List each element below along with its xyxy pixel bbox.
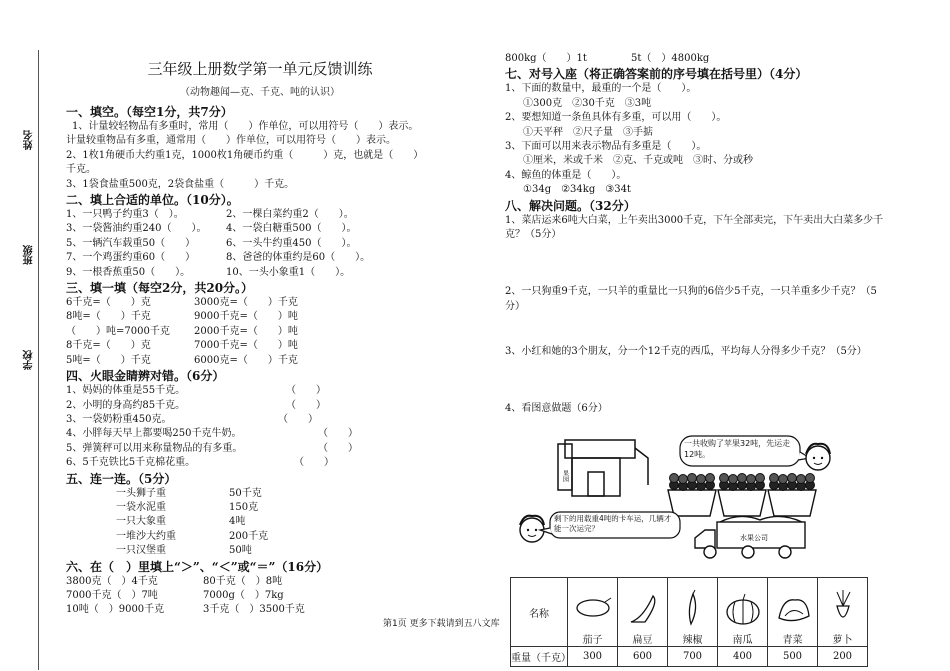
section-7-heading: 七、对号入座（将正确答案前的序号填在括号里）（4分） [505,67,808,82]
basket-icon [668,474,716,517]
name-label: 姓名 [24,130,35,150]
veg-cell [568,578,618,647]
basket-icon [768,474,816,517]
s7-options: ①天平秤 ②尺子量 ③手掂 [523,126,653,138]
s6-cont-1: 800kg（ ）1t [505,53,587,64]
s7-options: ①300克 ②30千克 ③3吨 [523,97,652,109]
boy-face-icon [520,516,544,542]
s3-item-right: 7000千克=（ ）吨 [194,340,298,352]
s4-item [66,399,486,413]
s2-rows [66,208,486,280]
s5-item-right: 50吨 [229,545,252,557]
s1-line: 千克。 [66,164,96,176]
s2-item-left: 3、一袋酱油约重240（ ）。 [66,223,207,235]
s5-item-right: 50千克 [229,487,262,499]
section-3-heading: 三、填一填（每空2分，共20分。） [66,281,254,296]
s4-item [66,456,486,470]
chili-icon [673,588,713,628]
s2-item-right: 8、爸爸的体重约是60（ ）。 [226,252,371,264]
s5-item [66,515,486,529]
s2-item-left: 5、一辆汽车载重50（ ） [66,237,196,249]
s2-item [66,222,486,236]
section-8-heading: 八、解决问题。（32分） [505,198,636,213]
s4-statement: 2、小明的身高约85千克。 [66,399,186,411]
section-1-heading: 一、填空。（每空1分，共7分） [66,105,233,119]
apple-baskets [668,474,816,517]
s3-item [66,296,486,310]
s5-item-right: 200千克 [229,530,269,542]
s3-item-left: 6千克=（ ）克 [66,297,151,309]
s6-item [66,589,486,603]
s3-item-right: 9000千克=（ ）吨 [194,311,298,323]
table-row [511,647,868,667]
veg-name: 南瓜 [732,635,753,646]
s4-statement: 3、一袋奶粉重450克。 [66,413,172,425]
s6-cont-2: 5t（ ）4800kg [631,53,710,64]
section-4-heading: 四、火眼金睛辨对错。（6分） [66,369,225,384]
s5-item-left: 一只汉堡重 [116,545,166,557]
s4-statement: 5、弹簧秤可以用来称量物品的有多重。 [66,442,243,454]
s3-item-left: 8吨=（ ）千克 [66,311,151,323]
s3-rows [66,296,486,368]
radish-icon [823,588,863,628]
eggplant-icon [573,588,613,628]
problem-2: 2、一只狗重9千克，一只羊的重量比一只狗的6倍少5千克，一只羊重多少千克？（5分） [505,286,877,312]
vegetable-table [510,577,868,667]
weight-header: 重量（千克） [511,647,568,667]
s5-item-left: 一袋水泥重 [116,501,166,513]
s4-statement: 1、妈妈的体重是55千克。 [66,385,186,397]
s7-options: ①厘米，米或千米 ②克、千克或吨 ③时、分或秒 [523,155,753,167]
section-2-heading: 二、填上合适的单位。（10分）。 [66,193,239,208]
veg-weight: 400 [718,647,768,667]
s3-item [66,325,486,339]
veg-cell [818,578,868,647]
veg-weight: 700 [668,647,718,667]
s2-item-right: 2、一棵白菜约重2（ ）。 [226,209,354,221]
s2-item-left: 1、一只鸭子约重3（ ）。 [66,209,184,221]
page-subtitle: （动物趣闻—克、千克、吨的认识） [180,87,340,98]
s6-item-right: 80千克（ ）8吨 [203,575,283,587]
s1-line: 2、1枚1角硬币大约重1克，1000枚1角硬币约重（ ）克，也就是（ ） [66,149,424,161]
s5-item [66,487,486,501]
binding-line [38,50,39,670]
problem-3: 3、小红和她的3个朋友，分一个12千克的西瓜，平均每人分得多少千克？（5分） [505,346,867,358]
s1-line: 3、1袋食盐重500克，2袋食盐重（ ）千克。 [66,178,295,190]
s4-mark: （ ） [286,399,326,411]
veg-name: 扁豆 [632,635,653,646]
s3-item [66,339,486,353]
veg-name: 茄子 [582,635,603,646]
s6-continued [505,52,890,66]
s5-item-left: 一堆沙大约重 [116,530,176,542]
veg-weight: 500 [768,647,818,667]
s2-item [66,266,486,280]
s6-item [66,575,486,589]
orchard-illustration [510,430,895,576]
s6-rows [66,575,486,618]
table-row [511,578,868,647]
veg-cell [618,578,668,647]
s4-statement: 6、5千克铁比5千克棉花重。 [66,457,196,469]
s2-item-right: 6、一头牛约重450（ ）。 [226,237,357,249]
section-6-heading: 六、在（ ）里填上“＞”、“＜”或“＝”（16分） [66,559,329,574]
s5-item [66,501,486,515]
veg-name: 辣椒 [682,635,703,646]
s3-item [66,310,486,324]
s4-item [66,427,486,441]
bubble-left-text: 剩下的用载重4吨的卡车运，几辆才能一次运完？ [554,514,672,533]
s2-item [66,208,486,222]
s3-item-left: 8千克=（ ）克 [66,340,151,352]
s3-item-right: 6000克=（ ）千克 [194,354,298,366]
s5-item-left: 一头狮子重 [116,487,166,499]
bubble-top-text: 一共收购了苹果32吨，先运走12吨。 [684,439,791,459]
s4-mark: （ ） [286,385,326,397]
page-title: 三年级上册数学第一单元反馈训练 [147,60,373,78]
s2-item [66,237,486,251]
s3-item-left: （ ）吨=7000千克 [66,325,170,337]
s5-item [66,544,486,558]
s4-item [66,413,486,427]
s2-item-left: 7、一个鸡蛋约重60（ ） [66,252,196,264]
bean-icon [623,588,663,628]
s4-rows [66,384,486,470]
veg-weight: 600 [618,647,668,667]
s2-item-right: 10、一头小象重1（ ）。 [226,266,351,278]
class-label: 班级 [24,245,35,265]
s4-mark: （ ） [294,457,334,469]
gate-label: 果园 [561,470,569,482]
s5-item-left: 一只大象重 [116,516,166,528]
page-footer: 第1页 更多下载请到五八文库 [383,619,500,629]
veg-weight: 300 [568,647,618,667]
section-5-heading: 五、连一连。（5分） [66,471,177,486]
left-column [66,104,486,618]
s3-item-right: 2000千克=（ ）吨 [194,325,298,337]
problem-4: 4、看图意做题（6分） [505,402,608,414]
problem-1: 1、菜店运来6吨大白菜，上午卖出3000千克，下午全部卖完，下午卖出大白菜多少千克？（5分） [505,214,884,241]
name-header: 名称 [511,578,568,647]
s7-line: 1、下面的数量中，最重的一个是（ ）。 [505,83,697,95]
s7-line: 2、要想知道一条鱼具体有多重，可以用（ ）。 [505,112,727,124]
s6-item-right: 7000g（ ）7kg [203,589,284,601]
s2-item-right: 4、一袋白糖重500（ ）。 [226,223,357,235]
s6-item-right: 3千克（ ）3500千克 [203,604,305,616]
s7-options: ①34g ②34kg ③34t [523,184,631,196]
veg-cell [768,578,818,647]
s4-item [66,442,486,456]
s3-item-left: 5吨=（ ）千克 [66,354,151,366]
s1-line: 计量较重物品有多重，通常用（ ）作单位，可以用符号（ ）表示。 [66,135,396,147]
s6-item-left: 10吨（ ）9000千克 [66,604,165,616]
veg-name: 青菜 [782,635,803,646]
s4-statement: 4、小胖每天早上都要喝250千克牛奶。 [66,428,242,440]
school-label: 学校 [24,350,35,370]
s2-item-left: 9、一根香蕉重50（ ）。 [66,266,191,278]
right-column [505,52,890,416]
s4-mark: （ ） [278,413,318,425]
s5-item-right: 150克 [229,501,259,513]
veg-cell [718,578,768,647]
s4-mark: （ ） [318,442,358,454]
veg-cell [668,578,718,647]
s6-item-left: 7000千克（ ）7吨 [66,589,158,601]
s2-item [66,251,486,265]
pumpkin-icon [723,588,763,628]
s1-line: 1、计量较轻物品有多重时，常用（ ）作单位，可以用符号（ ）表示。 [72,121,419,132]
greens-icon [773,588,813,628]
s3-item-right: 3000克=（ ）千克 [194,297,298,309]
basket-icon [718,474,766,517]
s7-line: 4、鲸鱼的体重是（ ）。 [505,169,627,181]
veg-weight: 200 [818,647,868,667]
s6-item-left: 3800克（ ）4千克 [66,575,158,587]
s5-rows [66,487,486,559]
girl-face-icon [806,444,830,470]
orchard-gate-icon [558,440,648,496]
s7-line: 3、下面可以用来表示物品有多重是（ ）。 [505,141,707,153]
truck-label: 水果公司 [740,534,768,542]
s5-item [66,530,486,544]
s3-item [66,354,486,368]
s4-item [66,384,486,398]
s5-item-right: 4吨 [229,516,246,528]
veg-name: 萝卜 [832,635,853,646]
s4-mark: （ ） [318,428,358,440]
